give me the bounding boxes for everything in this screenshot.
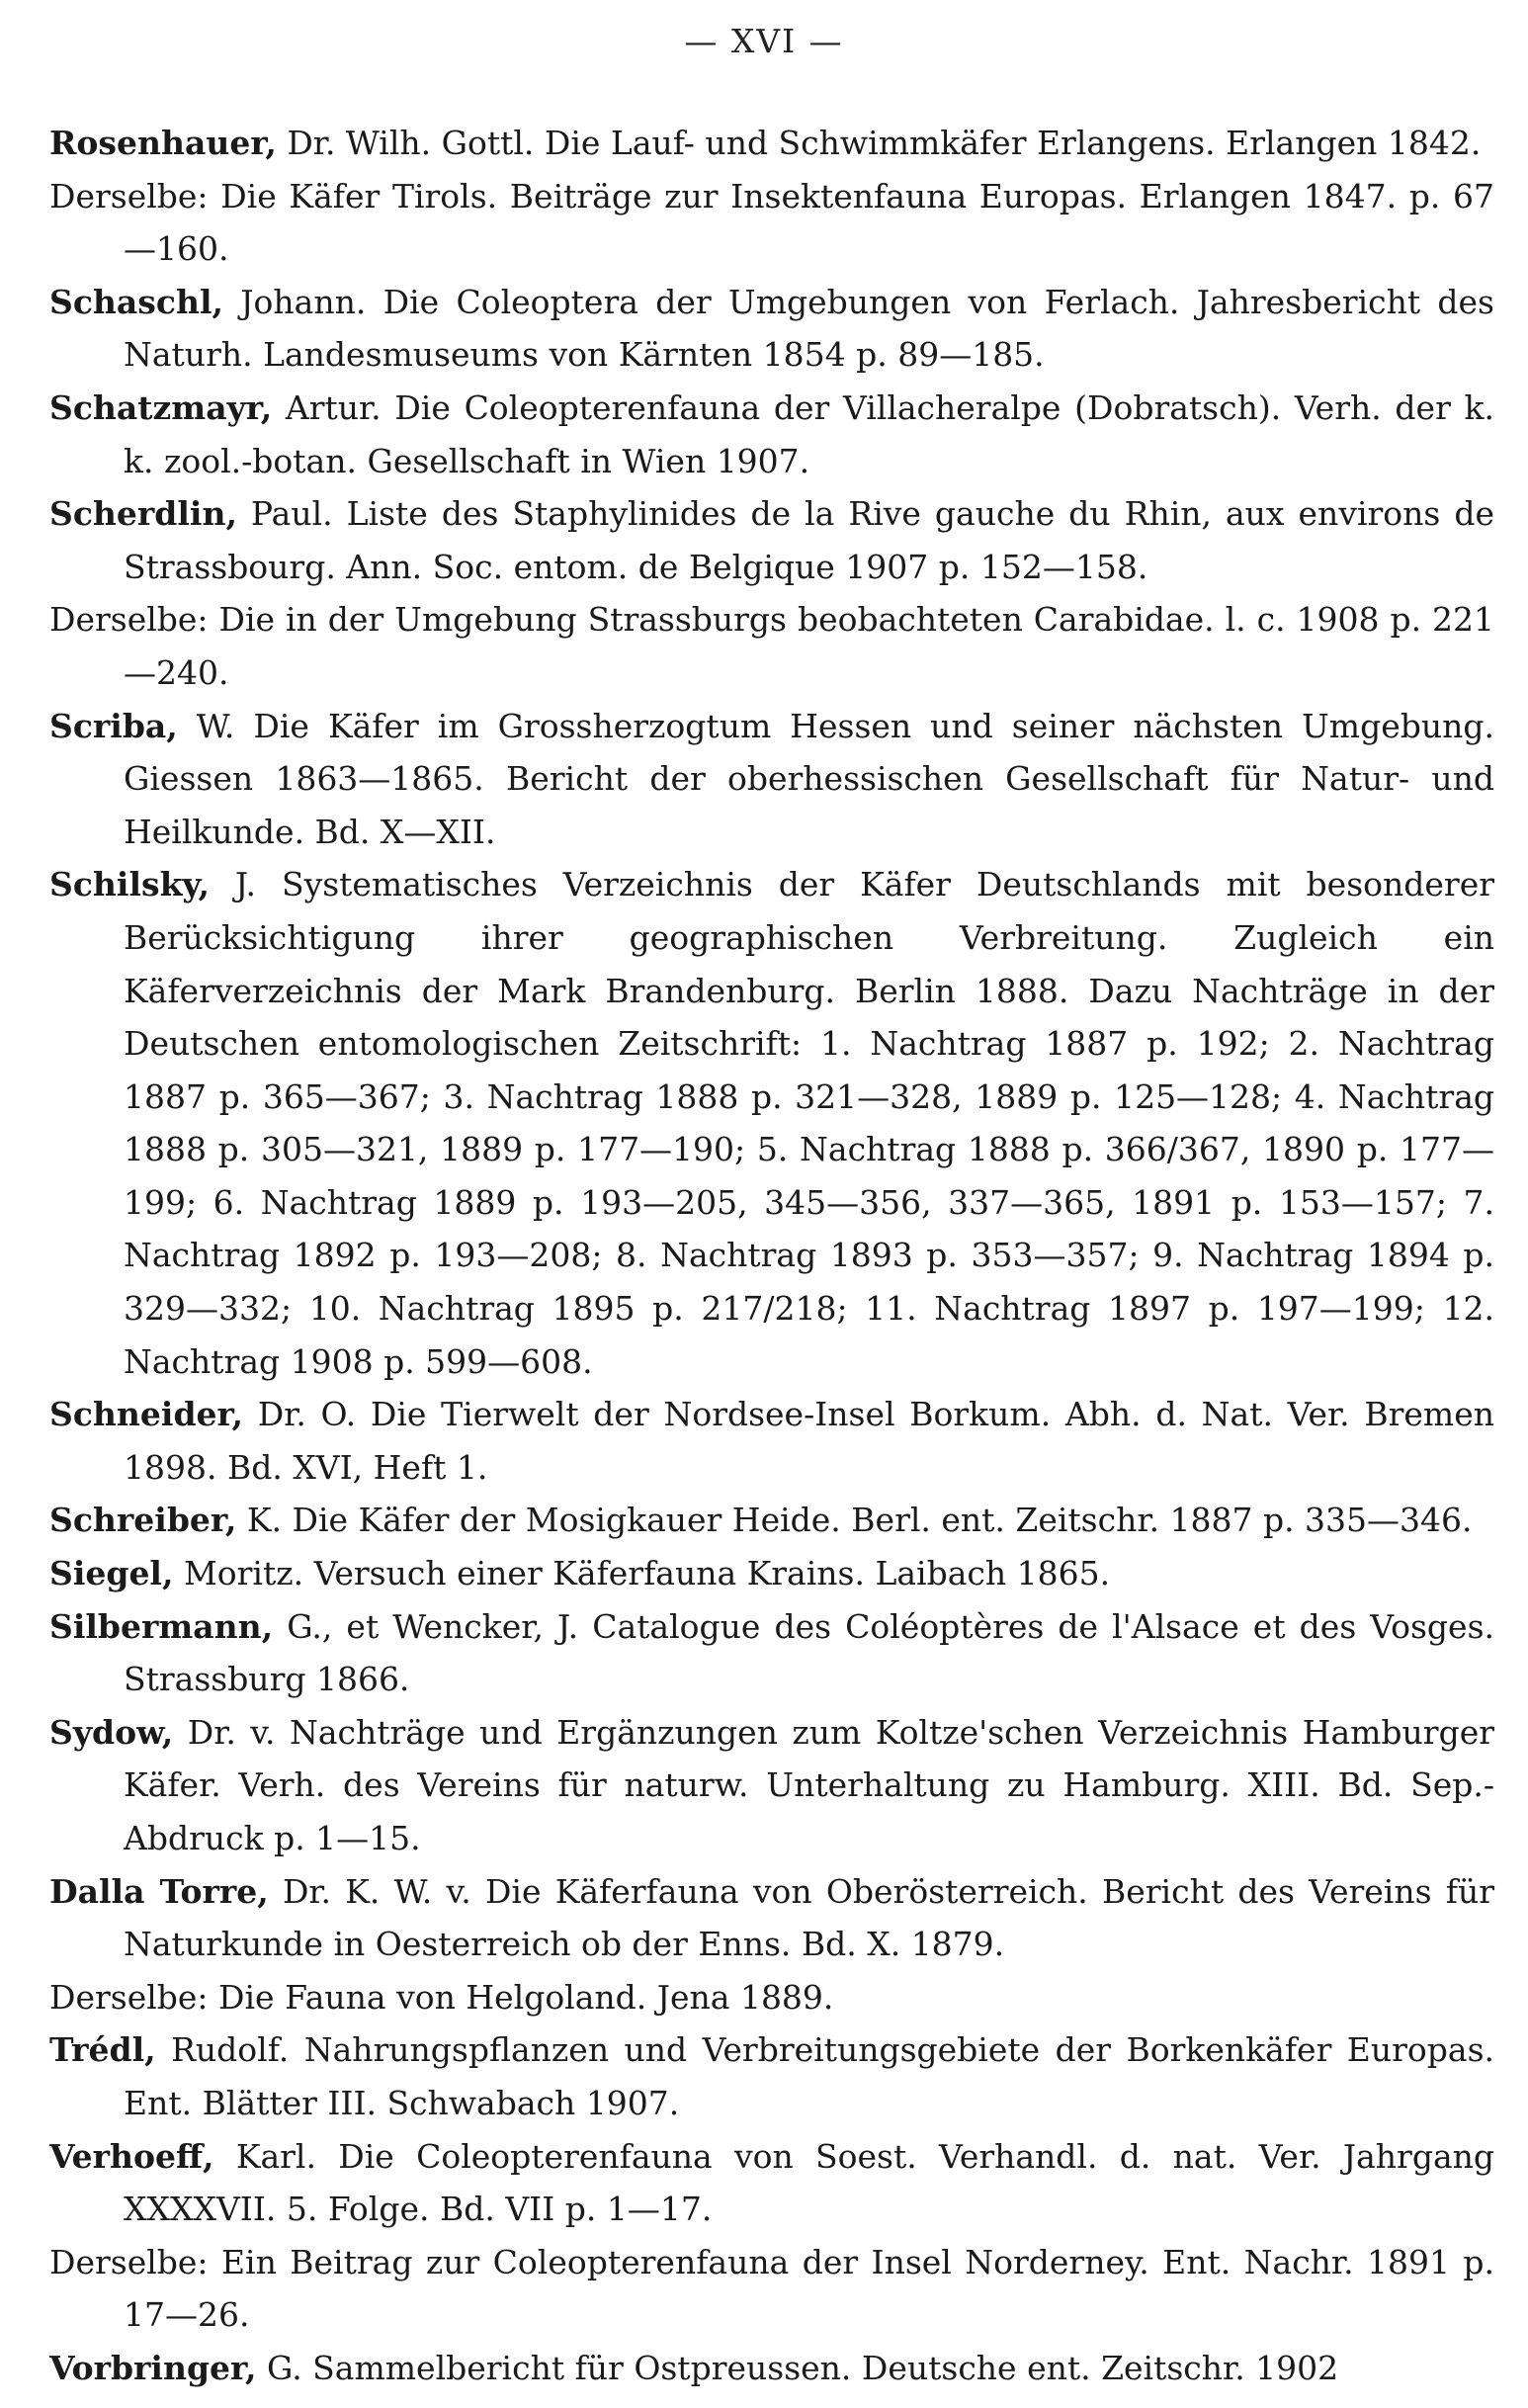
entry-text: Derselbe: Die Käfer Tirols. Beiträge zur Insektenfauna Europas. Erlangen 1847. p. 67—160.: [49, 176, 1494, 269]
entry-text: Derselbe: Die Fauna von Helgoland. Jena 1889.: [49, 1977, 834, 2017]
entry-text: Derselbe: Ein Beitrag zur Coleopterenfauna der Insel Norderney. Ent. Nachr. 1891 p. 17—26.: [49, 2242, 1494, 2335]
entry-author: Scriba,: [49, 706, 178, 745]
entry-text: Derselbe: Die in der Umgebung Strassburgs beobachteten Carabidae. l. c. 1908 p. 221—240.: [49, 600, 1494, 692]
page-header: — XVI —: [684, 22, 844, 60]
entry-author: Trédl,: [49, 2030, 156, 2070]
entry-text: Karl. Die Coleopterenfauna von Soest. Verhandl. d. nat. Ver. Jahrgang XXXXVII. 5. Folge. Bd. VII p. 1—17.: [124, 2136, 1494, 2229]
bibliography-entry: [49, 382, 1494, 487]
bibliography-entry: [49, 700, 1494, 859]
entry-text: Paul. Liste des Staphylinides de la Rive gauche du Rhin, aux environs de Strassbourg. Ann. Soc. entom. de Belgique 1907 p. 152—158.: [124, 494, 1494, 586]
entry-author: Verhoeff,: [49, 2136, 214, 2176]
bibliography-entry: [49, 858, 1494, 1388]
bibliography-entry: [49, 2342, 1494, 2395]
bibliography-entry: [49, 1547, 1494, 1600]
entry-author: Rosenhauer,: [49, 124, 277, 162]
entry-author: Schaschl,: [49, 282, 223, 321]
bibliography-entry: [49, 276, 1494, 382]
entry-text: Dr. Wilh. Gottl. Die Lauf- und Schwimmkäfer Erlangens. Erlangen 1842.: [276, 124, 1482, 162]
bibliography-entry: [49, 1971, 1494, 2024]
entry-author: Schilsky,: [49, 865, 210, 904]
entry-author: Siegel,: [49, 1554, 174, 1593]
entry-text: Johann. Die Coleoptera der Umgebungen von Ferlach. Jahresbericht des Naturh. Landesmuseums von Kärnten 1854 p. 89—185.: [124, 282, 1494, 375]
entry-text: Artur. Die Coleopterenfauna der Villacheralpe (Dobratsch). Verh. der k. k. zool.-botan. Gesellschaft in Wien 1907.: [124, 387, 1494, 480]
entry-text: G. Sammelbericht für Ostpreussen. Deutsche ent. Zeitschr. 1902: [256, 2348, 1339, 2387]
entry-author: Schreiber,: [49, 1501, 237, 1540]
bibliography-entry: [49, 2236, 1494, 2342]
entry-author: Vorbringer,: [49, 2348, 257, 2387]
bibliography-entry: [49, 117, 1494, 170]
entry-text: W. Die Käfer im Grossherzogtum Hessen und seiner nächsten Umgebung. Giessen 1863—1865. Bericht der oberhessischen Gesellschaft für Natur- und Heilkunde. Bd. X—XII.: [124, 706, 1494, 851]
entry-text: J. Systematisches Verzeichnis der Käfer Deutschlands mit besonderer Berücksichtigung ihrer geographischen Verbreitung. Zugleich ein Käferverzeichnis der Mark Brandenburg. Berlin 1888. Dazu Nachträge in der Deutschen entomologischen Zeitschrift: 1. Nachtrag 1887 p. 192; 2. Nachtrag 1887 p. 365—367; 3. Nachtrag 1888 p. 321—328, 1889 p. 125—128; 4. Nachtrag 1888 p. 305—321, 1889 p. 177—190; 5. Nachtrag 1888 p. 366/367, 1890 p. 177—199; 6. Nachtrag 1889 p. 193—205, 345—356, 337—365, 1891 p. 153—157; 7. Nachtrag 1892 p. 193—208; 8. Nachtrag 1893 p. 353—357; 9. Nachtrag 1894 p. 329—332; 10. Nachtrag 1895 p. 217/218; 11. Nachtrag 1897 p. 197—199; 12. Nachtrag 1908 p. 599—608.: [124, 865, 1494, 1381]
entry-author: Schatzmayr,: [49, 387, 273, 427]
bibliography-entry: [49, 1706, 1494, 1865]
entry-author: Dalla Torre,: [49, 1871, 269, 1911]
entry-author: Sydow,: [49, 1712, 174, 1752]
bibliography-entry: [49, 593, 1494, 699]
entry-text: Dr. O. Die Tierwelt der Nordsee-Insel Borkum. Abh. d. Nat. Ver. Bremen 1898. Bd. XVI, Heft 1.: [124, 1395, 1494, 1487]
entry-text: G., et Wencker, J. Catalogue des Coléoptères de l'Alsace et des Vosges. Strassburg 1866.: [124, 1606, 1494, 1699]
bibliography-entry: [49, 1865, 1494, 1971]
bibliography-entry: [49, 1388, 1494, 1494]
bibliography-entry: [49, 1600, 1494, 1706]
entry-author: Schneider,: [49, 1395, 243, 1434]
entry-text: Rudolf. Nahrungspflanzen und Verbreitungsgebiete der Borkenkäfer Europas. Ent. Blätter III. Schwabach 1907.: [124, 2030, 1494, 2122]
entry-text: K. Die Käfer der Mosigkauer Heide. Berl. ent. Zeitschr. 1887 p. 335—346.: [236, 1501, 1473, 1540]
entry-author: Silbermann,: [49, 1606, 274, 1646]
entry-text: Moritz. Versuch einer Käferfauna Krains. Laibach 1865.: [173, 1554, 1111, 1593]
bibliography-list: [49, 117, 1494, 2395]
entry-text: Dr. K. W. v. Die Käferfauna von Oberösterreich. Bericht des Vereins für Naturkunde in Oesterreich ob der Enns. Bd. X. 1879.: [124, 1871, 1494, 1964]
entry-text: Dr. v. Nachträge und Ergänzungen zum Koltze'schen Verzeichnis Hamburger Käfer. Verh. des Vereins für naturw. Unterhaltung zu Hamburg. XIII. Bd. Sep.-Abdruck p. 1—15.: [124, 1712, 1494, 1857]
bibliography-entry: [49, 487, 1494, 593]
bibliography-entry: [49, 170, 1494, 276]
bibliography-entry: [49, 2130, 1494, 2236]
bibliography-entry: [49, 1494, 1494, 1547]
entry-author: Scherdlin,: [49, 494, 237, 534]
bibliography-entry: [49, 2023, 1494, 2129]
